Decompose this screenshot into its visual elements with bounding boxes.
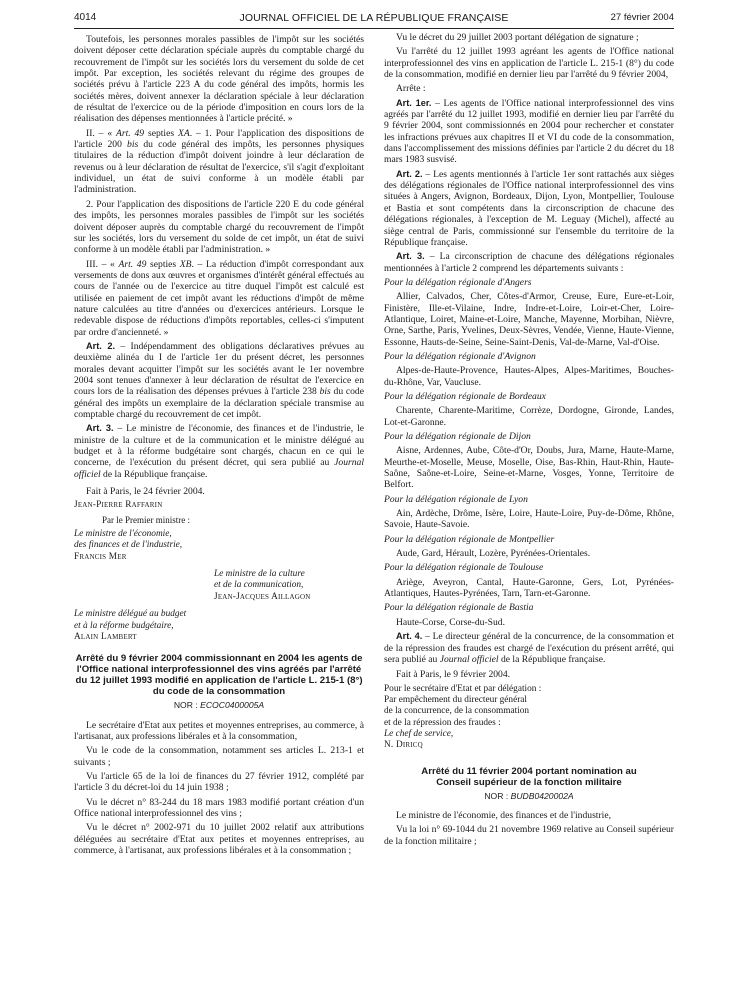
publication-date: 27 février 2004 bbox=[610, 12, 674, 23]
delegation-departments: Charente, Charente-Maritime, Corrèze, Dordogne, Gironde, Landes, Lot-et-Garonne. bbox=[384, 405, 674, 428]
paragraph: II. – « Art. 49 septies XA. – 1. Pour l'application des dispositions de l'article 200 bis du code général des impôts, les personnes physiques titulaires de la réduction d'impôt doivent joindre à leur déclaration de revenus ou à leur déclaration de résultat de l'exercice, s'il s'agit d'exploitant individuel, un état de suivi conforme à un modèle établi par l'administration. bbox=[74, 127, 364, 196]
minister-economy-line1: Le ministre de l'économie, bbox=[74, 529, 172, 540]
delegation-departments: Ariège, Aveyron, Cantal, Haute-Garonne, Gers, Lot, Pyrénées-Atlantiques, Hautes-Pyrénées, Tarn, Tarn-et-Garonne. bbox=[384, 576, 674, 600]
paragraph: Vu le décret du 29 juillet 2003 portant délégation de signature ; bbox=[396, 32, 639, 43]
paragraph: Vu le décret n° 83-244 du 18 mars 1983 modifié portant création d'un Office national interprofessionnel des vins ; bbox=[74, 796, 364, 819]
delegation-title: Pour la délégation régionale de Dijon bbox=[384, 431, 531, 442]
minister-culture-line1: Le ministre de la culture bbox=[214, 569, 305, 580]
article-1: Art. 1er. – Les agents de l'Office national interprofessionnel des vins agréés par l'arrêté du 12 juillet 1993, modifié en dernier lieu par l'arrêté du 9 février 2004, sont commissionnés en 2004 pour rechercher et constater les infractions prévues aux chapitres II et VI du code de la consommation, dans l'accomplissement des missions définies par l'article 2 du décret du 18 mars 1983 susvisé. bbox=[384, 97, 674, 166]
delegation-departments: Ain, Ardèche, Drôme, Isère, Loire, Haute-Loire, Puy-de-Dôme, Rhône, Savoie, Haute-Savoie. bbox=[384, 508, 674, 531]
delegation-title: Pour la délégation régionale de Bastia bbox=[384, 602, 534, 614]
delegation-departments: Alpes-de-Haute-Provence, Hautes-Alpes, Alpes-Maritimes, Bouches-du-Rhône, Var, Vaucluse. bbox=[384, 365, 674, 388]
signature-mer: Francis Mer bbox=[74, 551, 127, 562]
paragraph: Vu l'arrêté du 12 juillet 1993 agréant les agents de l'Office national interprofessionnel des vins en application de l'article L. 215-1 (8°) du code de la consommation, modifié en dernier lieu par l'arrêté du 9 février 2004, bbox=[384, 46, 674, 81]
paragraph: Le ministre de l'économie, des finances et de l'industrie, bbox=[396, 809, 611, 821]
paragraph: Vu le code de la consommation, notamment ses articles L. 213-1 et suivants ; bbox=[74, 745, 364, 768]
paragraph: Le secrétaire d'Etat aux petites et moyennes entreprises, au commerce, à l'artisanat, aux professions libérales et à la consommation, bbox=[74, 719, 364, 742]
signature-line: et de la répression des fraudes : bbox=[384, 717, 501, 728]
right-column bbox=[384, 34, 674, 850]
article-2: Art. 2. – Indépendamment des obligations déclaratives prévues au deuxième alinéa du I de l'article 1er du présent décret, les personnes morales devant acquitter l'impôt sur les sociétés avant le 1er novembre 2004 sont tenues d'annexer à leur déclaration de résultat de l'exercice en cours lors de la réalisation des dépenses prévues à l'article 238 bis du code général des impôts un exemplaire de la déclaration spéciale transmise au comptable chargé du recouvrement de cet impôt. bbox=[74, 340, 364, 420]
delegation-title: Pour la délégation régionale d'Avignon bbox=[384, 350, 536, 362]
delegation-title: Pour la délégation régionale d'Angers bbox=[384, 276, 532, 288]
minister-economy-line2: des finances et de l'industrie, bbox=[74, 540, 183, 551]
article-3: Art. 3. – Le ministre de l'économie, des finances et de l'industrie, le ministre de la culture et de la communication et le ministre délégué au budget et à la réforme budgétaire sont chargés, chacun en ce qui le concerne, de l'exécution du présent décret, qui sera publié au Journal officiel de la République française. bbox=[74, 423, 364, 480]
paragraph: Vu la loi n° 69-1044 du 21 novembre 1969 relative au Conseil supérieur de la fonction militaire ; bbox=[384, 824, 674, 847]
signature-lambert: Alain Lambert bbox=[74, 631, 137, 642]
left-column bbox=[74, 34, 364, 859]
signature-aillagon: Jean-Jacques Aillagon bbox=[214, 591, 311, 602]
article-3: Art. 3. – La circonscription de chacune des délégations régionales mentionnées à l'article 2 comprend les départements suivants : bbox=[384, 251, 674, 274]
arrete-title: Arrêté du 11 février 2004 portant nomination au Conseil supérieur de la fonction militaire bbox=[421, 765, 637, 788]
signature-line: de la concurrence, de la consommation bbox=[384, 706, 530, 717]
minister-budget-line2: et à la réforme budgétaire, bbox=[74, 620, 174, 631]
fait-a-paris: Fait à Paris, le 9 février 2004. bbox=[396, 669, 511, 681]
journal-title: JOURNAL OFFICIEL DE LA RÉPUBLIQUE FRANÇAISE bbox=[239, 12, 509, 24]
page-header bbox=[74, 12, 674, 28]
nor-reference: NOR : ECOC0400005A bbox=[173, 700, 265, 711]
signature-line: Par empêchement du directeur général bbox=[384, 694, 527, 705]
minister-budget-line1: Le ministre délégué au budget bbox=[74, 609, 187, 620]
header-rule bbox=[74, 28, 674, 29]
delegation-departments: Allier, Calvados, Cher, Côtes-d'Armor, Creuse, Eure, Eure-et-Loir, Finistère, Ille-et-Vilaine, Indre, Indre-et-Loire, Loir-et-Cher, Loire-Atlantique, Loiret, Maine-et-Loire, Manche, Mayenne, Morbihan, Nièvre, Orne, Sarthe, Paris, Yvelines, Deux-Sèvres, Vendée, Vienne, Haute-Vienne, Essonne, Hauts-de-Seine, Seine-Saint-Denis, Val-de-Marne, Val-d'Oise. bbox=[384, 291, 674, 348]
delegation-title: Pour la délégation régionale de Lyon bbox=[384, 493, 528, 505]
signature-pm: Jean-Pierre Raffarin bbox=[74, 500, 163, 511]
paragraph: 2. Pour l'application des dispositions de l'article 220 E du code général des impôts, les personnes morales passibles de l'impôt sur les sociétés doivent déposer auprès du comptable chargé du recouvrement de l'impôt sur les sociétés, lors du versement du solde de cet impôt, un état de suivi conforme à un modèle établi par l'administration. » bbox=[74, 198, 364, 256]
delegation-title: Pour la délégation régionale de Toulouse bbox=[384, 562, 544, 574]
par-premier-ministre: Par le Premier ministre : bbox=[102, 514, 190, 525]
article-2: Art. 2. – Les agents mentionnés à l'article 1er sont rattachés aux sièges des délégations régionales de l'Office national interprofessionnel des vins situées à Angers, Avignon, Bordeaux, Dijon, Lyon, Montpellier, Toulouse et Bastia et sont compétents dans la circonscription de chacune des délégations régionales, à l'exception de M. Leguay (Michel), affecté au siège central de Paris, commissionné sur l'ensemble du territoire de la République française. bbox=[384, 168, 674, 248]
paragraph: Vu l'article 65 de la loi de finances du 27 février 1912, complété par l'article 3 du décret-loi du 14 juin 1938 ; bbox=[74, 770, 364, 794]
arrete-title: Arrêté du 9 février 2004 commissionnant en 2004 les agents de l'Office national interprofessionnel des vins agréés par l'arrêté du 12 juillet 1993 modifié en application de l'article L. 215-1 (8°) du code de la consommation bbox=[75, 653, 363, 698]
nor-reference: NOR : BUDB0420002A bbox=[484, 790, 574, 801]
delegation-title: Pour la délégation régionale de Montpellier bbox=[384, 533, 555, 545]
page-number: 4014 bbox=[74, 12, 97, 23]
paragraph: III. – « Art. 49 septies XB. – La réduction d'impôt correspondant aux versements de dons aux œuvres et organismes d'intérêt général effectués au cours de l'année ou de l'exercice au titre duquel l'impôt est calculé est utilisée en paiement de cet impôt avant les réductions d'impôt de même nature calculées au titre d'années ou d'exercices antérieurs. Lorsque le redevable dispose de réductions d'impôts reportables, celles-ci s'imputent par ordre d'ancienneté. » bbox=[74, 258, 364, 338]
delegation-title: Pour la délégation régionale de Bordeaux bbox=[384, 390, 546, 402]
signature-diricq: N. Diricq bbox=[384, 740, 423, 751]
delegation-departments: Aisne, Ardennes, Aube, Côte-d'Or, Doubs, Jura, Marne, Haute-Marne, Meurthe-et-Moselle, Meuse, Moselle, Oise, Bas-Rhin, Haut-Rhin, Haute-Saône, Saône-et-Loire, Seine-et-Marne, Vosges, Yonne, Territoire de Belfort. bbox=[384, 445, 674, 491]
delegation-departments: Haute-Corse, Corse-du-Sud. bbox=[396, 616, 505, 628]
minister-culture-line2: et de la communication, bbox=[214, 580, 304, 591]
paragraph: Vu le décret n° 2002-971 du 10 juillet 2002 relatif aux attributions déléguées au secrétaire d'Etat aux petites et moyennes entreprises, au commerce, à l'artisanat, aux professions libérales et à la consommation ; bbox=[74, 822, 364, 856]
article-4: Art. 4. – Le directeur général de la concurrence, de la consommation et de la répression des fraudes est chargé de l'exécution du présent arrêté, qui sera publié au Journal officiel de la République française. bbox=[384, 631, 674, 665]
delegation-departments: Aude, Gard, Hérault, Lozère, Pyrénées-Orientales. bbox=[396, 548, 591, 560]
signature-role: Le chef de service, bbox=[384, 728, 454, 739]
paragraph: Toutefois, les personnes morales passibles de l'impôt sur les sociétés doivent déposer cette déclaration spéciale auprès du comptable chargé du recouvrement de l'impôt sur les sociétés lors du versement du solde de cet impôt. Par exception, les sociétés relevant du régime des groupes de sociétés prévu à l'article 223 A du code général des impôts, hormis les sociétés mères, doivent annexer la déclaration spéciale à leur déclaration de résultat de l'exercice ou de la période d'imposition en cours lors de la réalisation des dépenses mentionnées à l'article précité. » bbox=[74, 34, 364, 125]
fait-a-paris: Fait à Paris, le 24 février 2004. bbox=[86, 486, 205, 498]
arrete-label: Arrête : bbox=[396, 83, 426, 95]
signature-line: Pour le secrétaire d'Etat et par délégation : bbox=[384, 683, 542, 694]
